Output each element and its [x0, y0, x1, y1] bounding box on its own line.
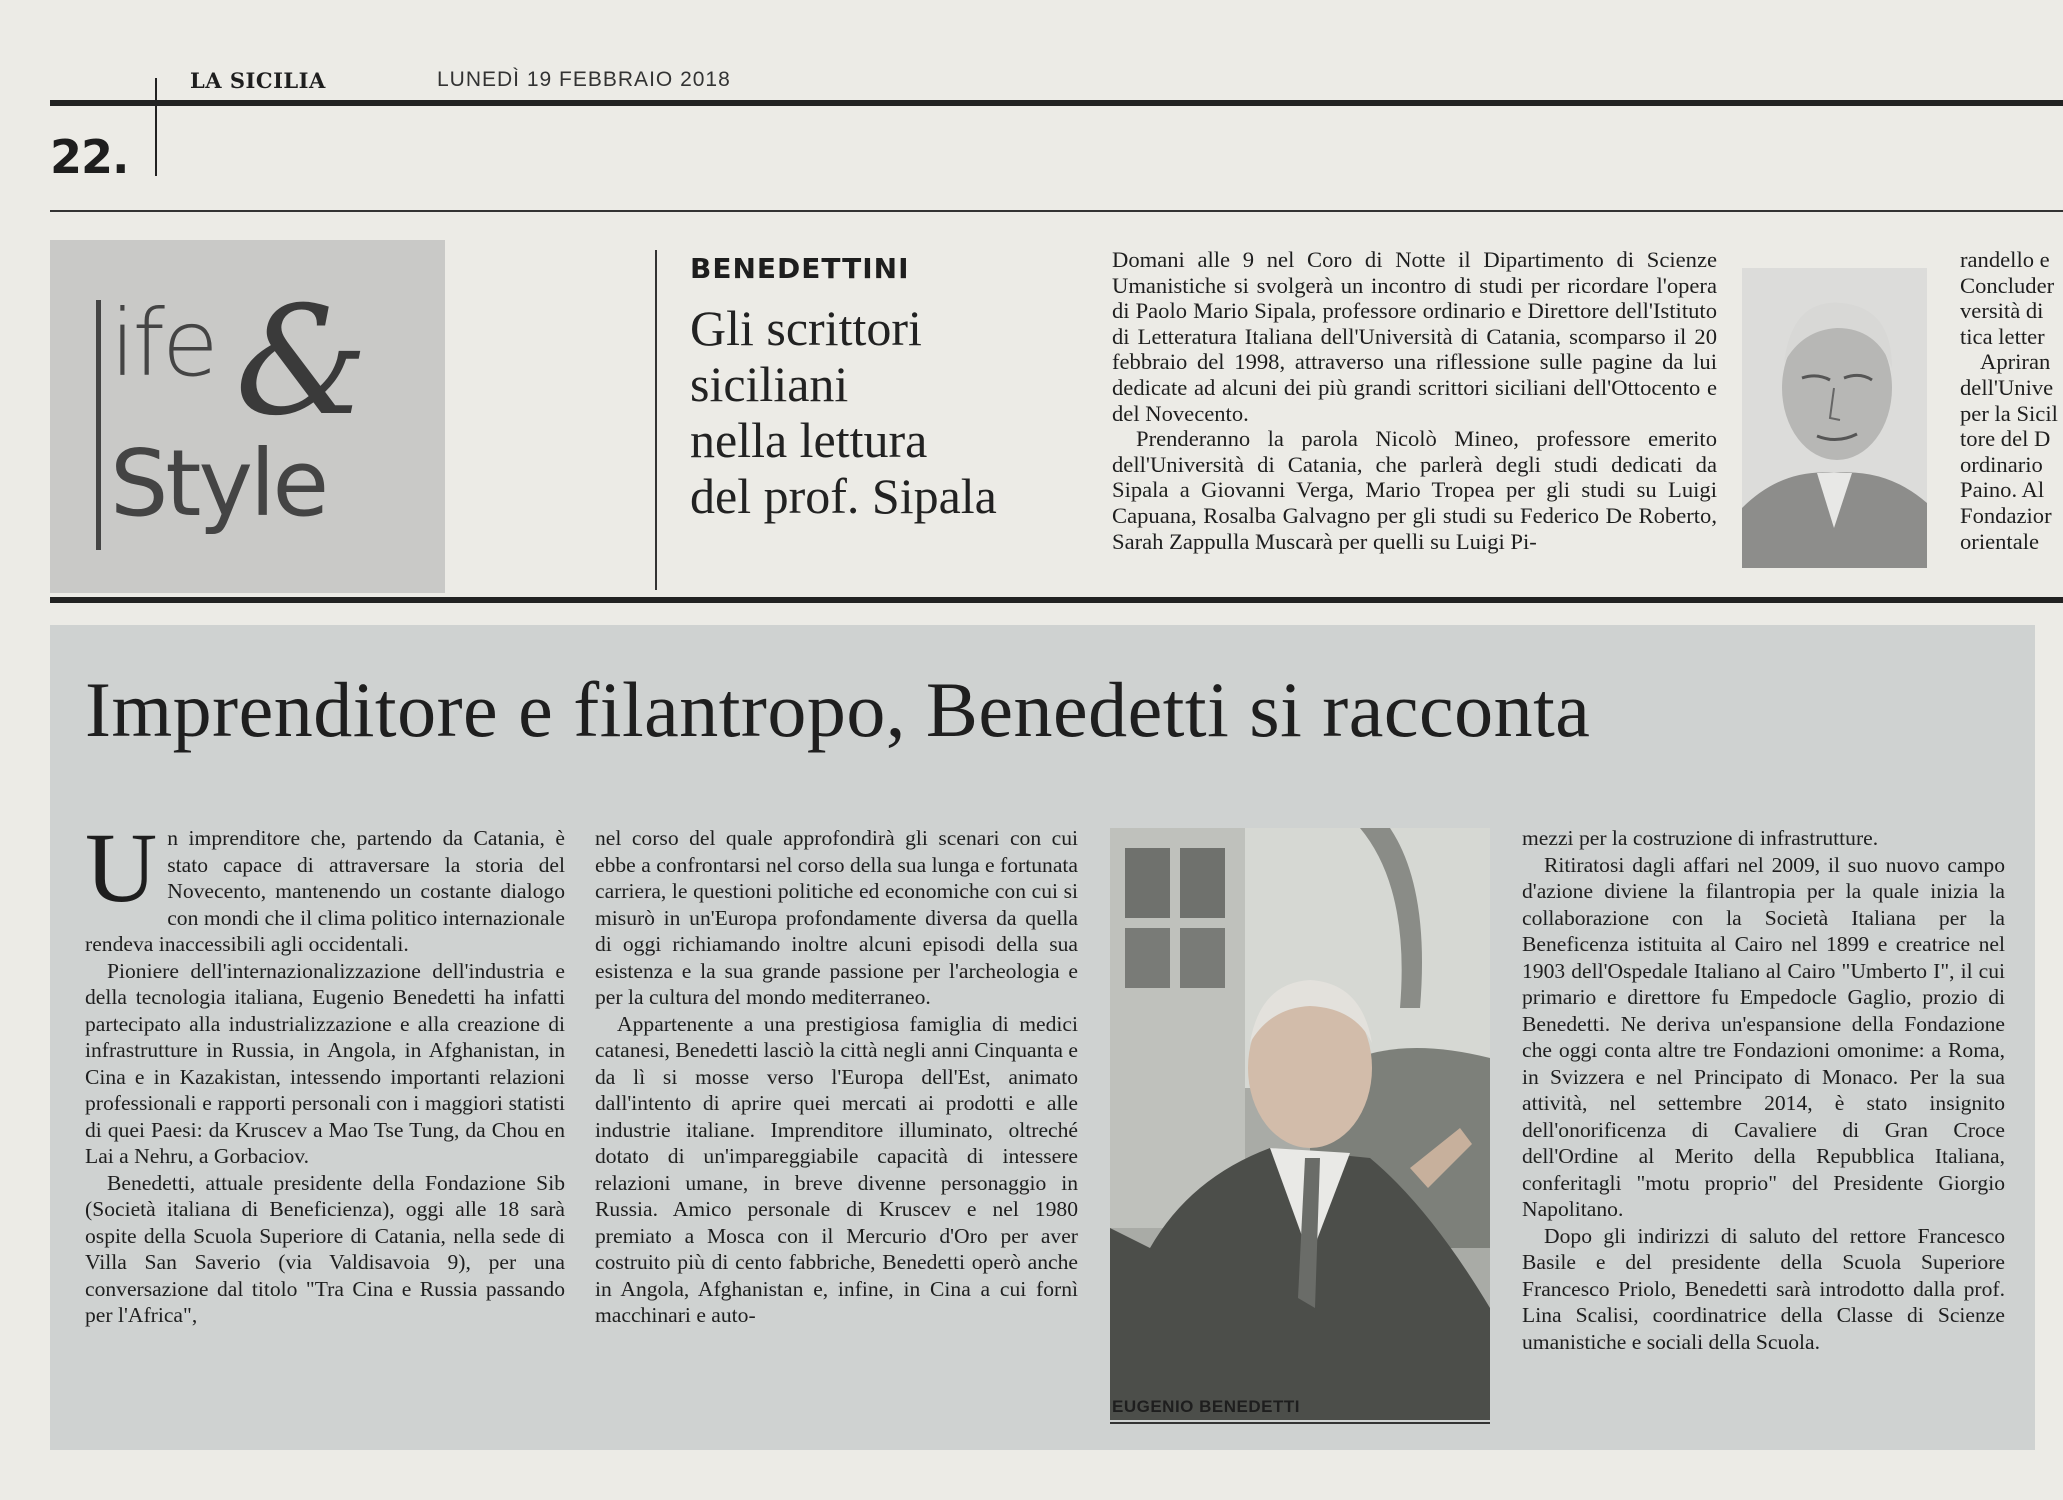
- paragraph: mezzi per la costruzione di infrastrutture.: [1522, 826, 1879, 850]
- top-article-headline: [690, 300, 1090, 524]
- life-style-logo-ife: ife: [110, 290, 216, 397]
- text-line: orientale: [1960, 528, 2040, 554]
- text-line: Concluder: [1960, 272, 2055, 298]
- page-number: 22.: [50, 130, 129, 184]
- sipala-portrait-photo: [1742, 268, 1927, 568]
- paragraph: Pioniere dell'internazionalizzazione dell'industria e della tecnologia italiana, Eugenio Benedetti ha infatti partecipato alla industrializzazione e alla creazione di infrastrutture in Russia, in Angola, in Afghanistan, in Cina e in Kazakistan, intessendo importanti relazioni professionali e rapporti personali con i maggiori statisti di quei Paesi: da Kruscev a Mao Tse Tung, da Chou en Lai a Nehru, a Gorbaciov.: [85, 958, 565, 1168]
- caption-rule: [1110, 1422, 1490, 1424]
- headline-line: Gli scrittori: [690, 300, 922, 356]
- headline-line: del prof. Sipala: [690, 468, 997, 524]
- headline-line: nella lettura: [690, 412, 928, 468]
- text-line: Apriran: [1980, 349, 2051, 375]
- text-line: dell'Unive: [1960, 374, 2054, 400]
- paragraph: Domani alle 9 nel Coro di Notte il Dipartimento di Scienze Umanistiche si svolgerà un incontro di studi per ricordare l'opera di Paolo Mario Sipala, professore ordinario e Direttore dell'Istituto di Letteratura Italiana dell'Università di Catania, scomparso il 20 febbraio del 1998, attraverso una riflessione sulle pagine da lui dedicate ad alcuni dei più grandi scrittori siciliani dell'Ottocento e del Novecento.: [1112, 247, 1717, 426]
- headline-line: siciliani: [690, 356, 849, 412]
- text-line: Paino. Al: [1960, 477, 2045, 503]
- top-article-continuation: [1960, 247, 2063, 554]
- text-line: versità di: [1960, 298, 2044, 324]
- life-style-logo-style: Style: [110, 430, 327, 537]
- header-rule-thin: [50, 210, 2063, 212]
- text-line: per la Sicil: [1960, 400, 2058, 426]
- paragraph: Dopo gli indirizzi di saluto del rettore Francesco Basile e del presidente della Scuola Superiore Francesco Priolo, Benedetti sarà introdotto dalla prof. Lina Scalisi, coordinatrice della Classe di Scienze umanistiche e sociali della Scuola.: [1522, 1223, 2005, 1354]
- text-line: randello e: [1960, 247, 2050, 272]
- newspaper-masthead: LA SICILIA: [190, 68, 326, 93]
- paragraph-text: n imprenditore che, partendo da Catania, è stato capace di attraversare la storia del Novecento, mantenendo un costante dialogo con mondi che il clima politico internazionale rendeva inaccessibili agli occidentali.: [85, 826, 565, 956]
- paragraph: nel corso del quale approfondirà gli scenari con cui ebbe a confrontarsi nel corso della sua lunga e fortunata carriera, le questioni politiche ed economiche con cui si misurò in un'Europa profondamente diversa da quella di oggi richiamando inoltre alcuni episodi della sua esistenza e la sua grande passione per l'archeologia e per la cultura del mondo mediterraneo.: [595, 826, 1078, 1009]
- top-article-kicker: BENEDETTINI: [690, 252, 910, 285]
- paragraph: Prenderanno la parola Nicolò Mineo, professore emerito dell'Università di Catania, che parlerà degli studi dedicati da Sipala a Giovanni Verga, Mario Tropea per gli studi su Luigi Capuana, Rosalba Galvagno per gli studi su Federico De Roberto, Sarah Zappulla Muscarà per quelli su Luigi Pi-: [1112, 426, 1717, 554]
- paragraph: Benedetti, attuale presidente della Fondazione Sib (Società italiana di Beneficienza), oggi alle 18 sarà ospite della Scuola Superiore di Catania, nella sede di Villa San Saverio (via Valdisavoia 9), per una conversazione dal titolo "Tra Cina e Russia passando per l'Africa",: [85, 1170, 565, 1327]
- article-column-3: [1522, 825, 2005, 1355]
- text-line: tore del D: [1960, 426, 2051, 452]
- article-column-2: [595, 825, 1078, 1329]
- photo-caption: EUGENIO BENEDETTI: [1112, 1397, 1300, 1416]
- text-line: ordinario: [1960, 451, 2043, 477]
- drop-cap: U: [85, 812, 158, 923]
- article-column-1: [85, 812, 565, 1329]
- main-article-headline: Imprenditore e filantropo, Benedetti si racconta: [85, 666, 1591, 753]
- top-column-divider: [655, 250, 657, 590]
- life-style-logo-ampersand: &: [235, 275, 369, 449]
- issue-date: LUNEDÌ 19 FEBBRAIO 2018: [437, 68, 731, 91]
- top-article-body: [1112, 247, 1717, 554]
- header-divider: [155, 78, 157, 176]
- section-rule: [50, 597, 2063, 603]
- life-style-logo-bar: [96, 300, 101, 550]
- paragraph: [85, 812, 565, 958]
- paragraph: Ritiratosi dagli affari nel 2009, il suo nuovo campo d'azione diviene la filantropia per la quale inizia la collaborazione con la Società Italiana per la Beneficenza istituita al Cairo nel 1899 e creatrice nel 1903 dell'Ospedale Italiano al Cairo "Umberto I", il cui primario e direttore fu Empedocle Gaglio, prozio di Benedetti. Ne deriva un'espansione della Fondazione che oggi conta altre tre Fondazioni omonime: a Roma, in Svizzera e nel Principato di Monaco. Per la sua attività, nel settembre 2014, è stato insignito dell'onorificenza di Cavaliere di Gran Croce dell'Ordine al Merito della Repubblica Italiana, conferitagli "motu proprio" del Presidente Giorgio Napolitano.: [1522, 852, 2005, 1221]
- paragraph: Appartenente a una prestigiosa famiglia di medici catanesi, Benedetti lasciò la città negli anni Cinquanta e da lì si mosse verso l'Europa dell'Est, animato dall'intento di aprire quei mercati ai prodotti e alle industrie italiane. Imprenditore illuminato, oltreché dotato di un'impareggiabile capacità di intessere relazioni umane, in breve divenne personaggio in Russia. Amico personale di Kruscev e nel 1980 premiato a Mosca con il Mercurio d'Oro per aver costruito più di cento fabbriche, Benedetti operò anche in Angola, Afghanistan e, infine, in Cina a cui fornì macchinari e auto-: [595, 1011, 1078, 1327]
- header-rule: [50, 100, 2063, 106]
- text-line: tica letter: [1960, 323, 2045, 349]
- benedetti-photo: [1110, 828, 1490, 1420]
- text-line: Fondazior: [1960, 502, 2052, 528]
